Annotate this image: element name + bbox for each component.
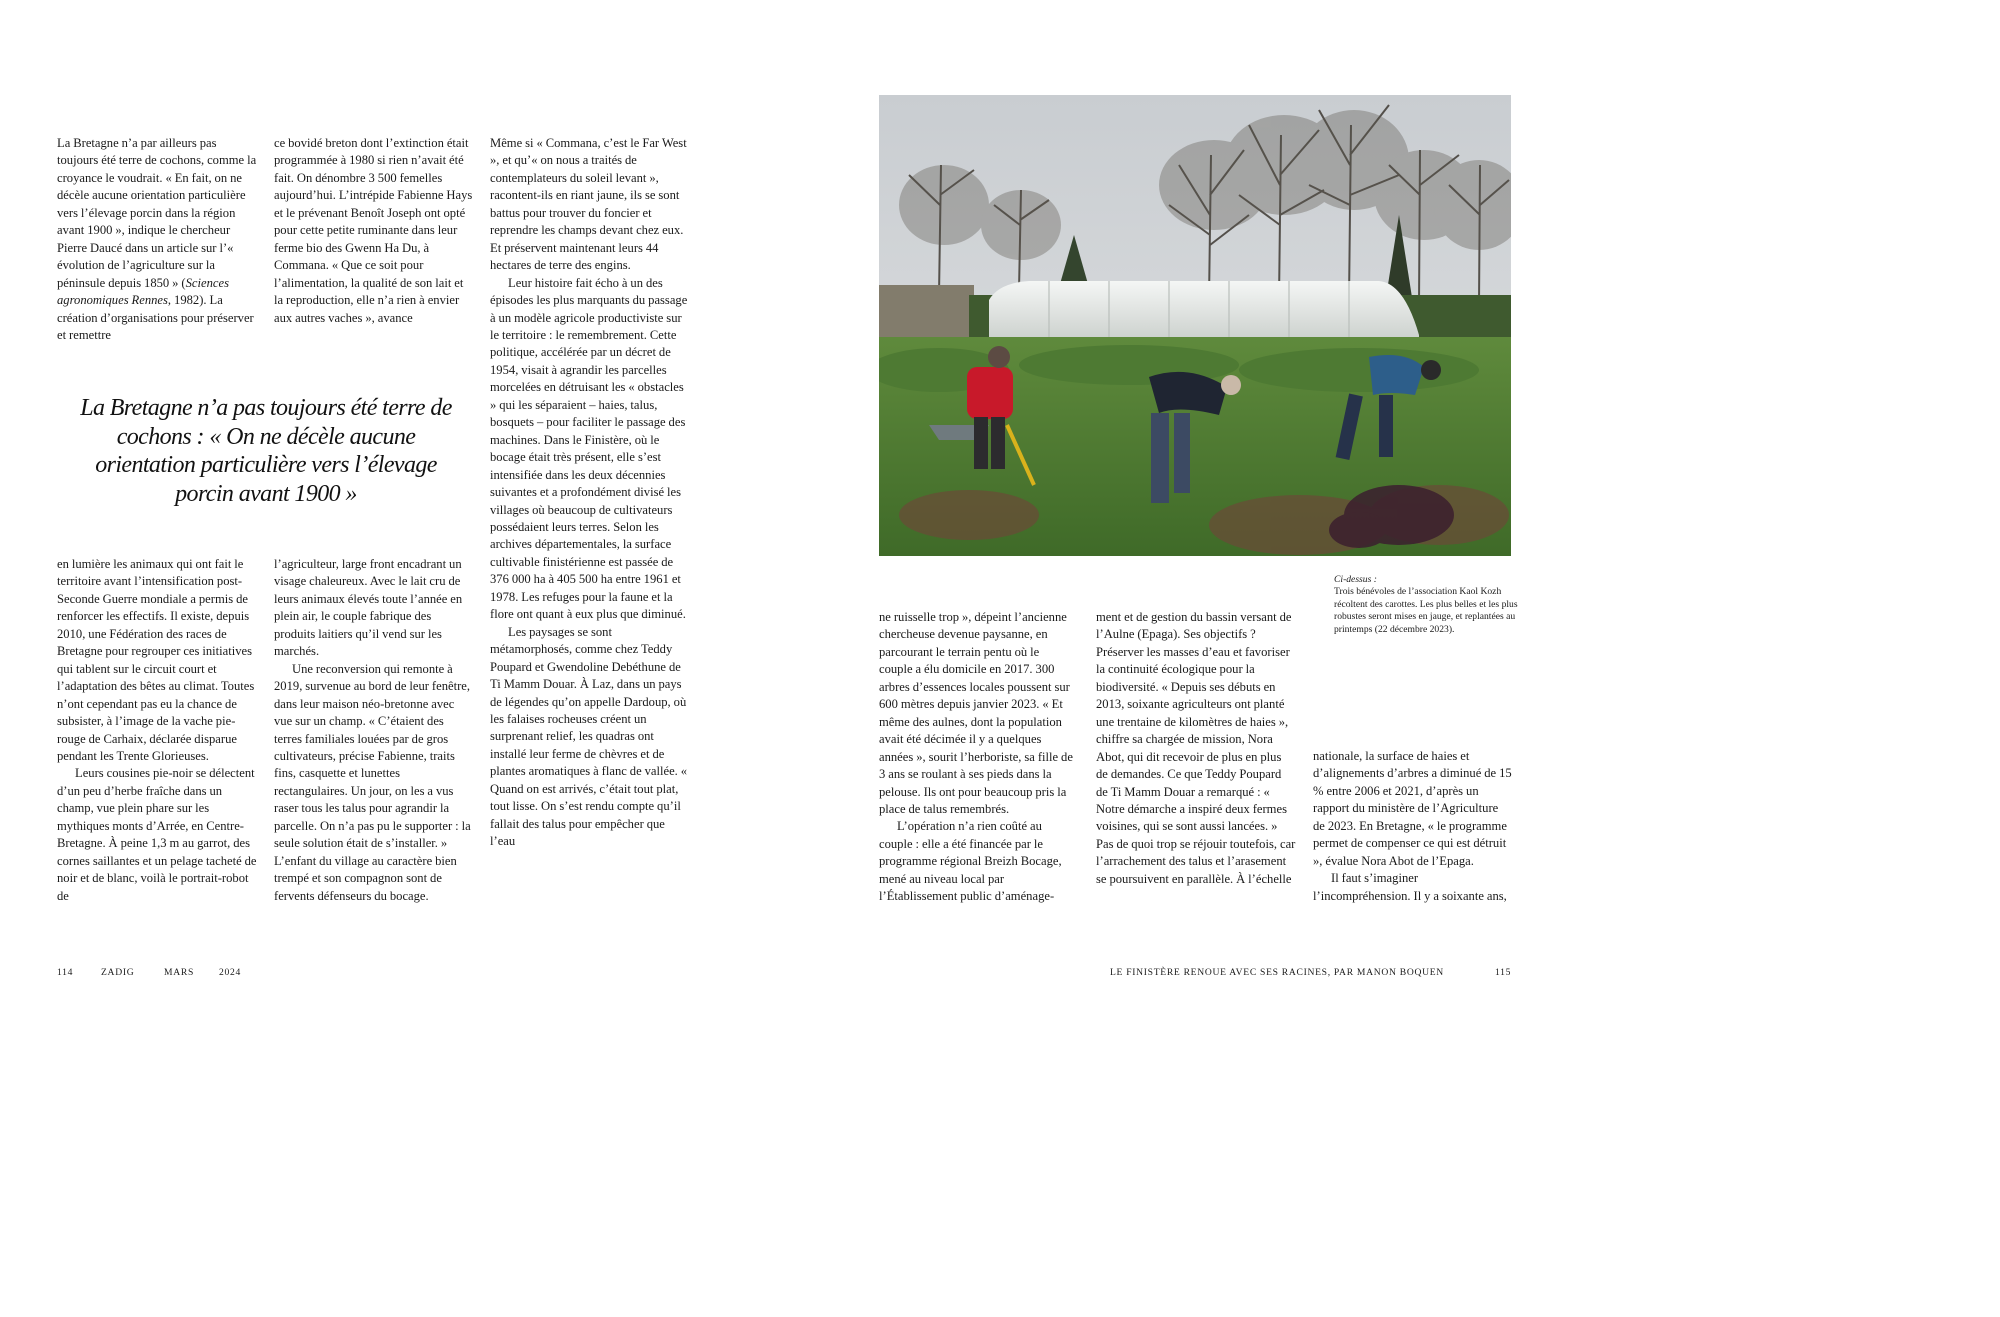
column-1-top — [57, 135, 257, 347]
column-2-bottom — [274, 556, 474, 926]
caption-lead: Ci-dessus : — [1334, 574, 1377, 585]
page-number-right: 115 — [1495, 967, 1512, 978]
paragraph: La Bretagne n’a par ailleurs pas toujours été terre de cochons, comme la croyance le voudrait. « En fait, on ne décèle aucune orientation particulière vers l’élevage porcin dans la région avant 1900 », indique le chercheur Pierre Daucé dans un article sur l’« évolution de l’agriculture sur la péninsule depuis 1850 » (Sciences agronomiques Rennes, 1982). La création d’organisations pour préserver et remettre — [57, 136, 257, 342]
issue-year: 2024 — [219, 967, 241, 978]
right-column-1 — [879, 609, 1074, 927]
paragraph: en lumière les animaux qui ont fait le territoire avant l’intensification post-Seconde Guerre mondiale a permis de renforcer les effectifs. Il existe, depuis 2010, une Fédération des races de Bretagne pour regrouper ces initiatives qui tablent sur le circuit court et l’adaptation des bêtes au climat. Toutes n’ont cependant pas eu la chance de subsister, à l’image de la vache pie-rouge de Carhaix, déclarée disparue pendant les Trente Glorieuses. — [57, 557, 255, 763]
paragraph: L’opération n’a rien coûté au couple : elle a été financée par le programme régional Breizh Bocage, mené au niveau local par l’Établissement public d’aménage- — [879, 819, 1062, 904]
paragraph: ne ruisselle trop », dépeint l’ancienne chercheuse devenue paysanne, en parcourant le terrain pentu où le couple a élu domicile en 2017. 300 arbres d’essences locales poussent sur 600 mètres depuis janvier 2023. « Et même des aulnes, dont la population avait été décimée il y a quelques années », sourit l’herboriste, sa fille de 3 ans se roulant à ses pieds dans la pelouse. Ils ont pour beaucoup pris la place de talus remembrés. — [879, 610, 1073, 816]
column-1-bottom — [57, 556, 257, 926]
paragraph: Même si « Commana, c’est le Far West », et qu’« on nous a traités de contemplateurs du soleil levant », racontent-ils en riant jaune, ils se sont battus pour trouver du foncier et reprendre les champs devant chez eux. Et préservent maintenant leurs 44 hectares de terre des engins. — [490, 136, 687, 273]
photo-caption — [1334, 574, 1519, 636]
page-number-left: 114 — [57, 967, 74, 978]
column-3 — [490, 135, 690, 926]
paragraph: Les paysages se sont métamorphosés, comme chez Teddy Poupard et Gwendoline Debéthune de Ti Mamm Douar. À Laz, dans un pays de légendes qu’on appelle Dardoup, où les falaises rocheuses créent un surprenant relief, les quadras ont installé leur ferme de chèvres et de plantes aromatiques à flanc de vallée. « Quand on est arrivés, c’était tout plat, tout lisse. On s’est rendu compte qu’il fallait des talus pour empêcher que l’eau — [490, 624, 688, 849]
paragraph: Une reconversion qui remonte à 2019, survenue au bord de leur fenêtre, dans leur maison néo-bretonne avec vue sur un champ. « C’étaient des terres familiales louées par de gros cultivateurs, précise Fabienne, traits fins, casquette et lunettes rectangulaires. Un jour, on les a vus raser tous les talus pour agrandir la parcelle. On n’a pas pu le supporter : la seule solution était de s’installer. » L’enfant du village au caractère bien trempé et son compagnon sont de fervents défenseurs du bocage. — [274, 661, 471, 903]
farm-photo — [879, 95, 1511, 556]
issue-month: MARS — [164, 967, 194, 978]
right-column-3 — [1313, 748, 1513, 927]
magazine-name: ZADIG — [101, 967, 135, 978]
column-2-top — [274, 135, 474, 347]
paragraph: nationale, la surface de haies et d’alignements d’arbres a diminué de 15 % entre 2006 et 2021, d’après un rapport du ministère de l’Agriculture de 2023. En Bretagne, « le programme permet de compenser ce qui est détruit », évalue Nora Abot de l’Epaga. — [1313, 749, 1512, 868]
article-credit: LE FINISTÈRE RENOUE AVEC SES RACINES, PAR MANON BOQUEN — [1110, 967, 1444, 978]
citation-title: Sciences agronomiques Rennes — [57, 275, 229, 308]
paragraph: ment et de gestion du bassin versant de l’Aulne (Epaga). Ses objectifs ? Préserver les masses d’eau et favoriser la continuité écologique pour la biodiversité. « Depuis ses débuts en 2013, soixante agriculteurs ont planté une trentaine de kilomètres de haies », chiffre sa chargée de mission, Nora Abot, qui dit recevoir de plus en plus de demandes. Ce que Teddy Poupard de Ti Mamm Douar a remarqué : « Notre démarche a inspiré deux fermes voisines, qui se sont aussi lancées. » Pas de quoi trop se réjouir toutefois, car l’arrachement des talus et l’arasement se poursuivent en parallèle. À l’échelle — [1096, 610, 1296, 886]
paragraph: ce bovidé breton dont l’extinction était programmée à 1980 si rien n’avait été fait. On dénombre 3 500 femelles aujourd’hui. L’intrépide Fabienne Hays et le prévenant Benoît Joseph ont opté pour cette petite ruminante dans leur ferme bio des Gwenn Ha Du, à Commana. « Que ce soit pour l’alimentation, la qualité de son lait et la reproduction, elle n’a rien à envier aux autres vaches », avance — [274, 136, 473, 325]
paragraph: Il faut s’imaginer l’incompréhension. Il y a soixante ans, — [1313, 871, 1507, 903]
paragraph: Leurs cousines pie-noir se délectent d’un peu d’herbe fraîche dans un champ, vue plein phare sur les mythiques monts d’Arrée, en Centre-Bretagne. À peine 1,3 m au garrot, des cornes saillantes et un pelage tacheté de noir et de blanc, voilà le portrait-robot de — [57, 766, 257, 903]
photo-illustration — [879, 95, 1511, 556]
caption-text: Trois bénévoles de l’association Kaol Kozh récoltent des carottes. Les plus belles et les plus robustes seront mises en jauge, et replantées au printemps (22 décembre 2023). — [1334, 586, 1518, 635]
right-column-2 — [1096, 609, 1296, 927]
paragraph: Leur histoire fait écho à un des épisodes les plus marquants du passage à un modèle agricole productiviste sur le territoire : le remembrement. Cette politique, accélérée par un décret de 1954, visait à agrandir les parcelles morcelées en détruisant les « obstacles » qui les séparaient – haies, talus, bosquets – pour faciliter le passage des machines. Dans le Finistère, où le bocage était très présent, elle s’est intensifiée dans les deux décennies suivantes et a profondément divisé les villages où beaucoup de cultivateurs possédaient leurs terres. Selon les archives départementales, la surface cultivable finistérienne est passée de 376 000 ha à 405 500 ha entre 1961 et 1978. Les refuges pour la faune et la flore ont quant à eux plus que diminué. — [490, 275, 688, 622]
pull-quote: La Bretagne n’a pas toujours été terre de cochons : « On ne décèle aucune orientation particulière vers l’élevage porcin avant 1900 » — [80, 395, 452, 507]
paragraph: l’agriculteur, large front encadrant un visage chaleureux. Avec le lait cru de leurs animaux élevés toute l’année en plein air, le couple fabrique des produits laitiers qu’il vend sur les marchés. — [274, 557, 463, 659]
